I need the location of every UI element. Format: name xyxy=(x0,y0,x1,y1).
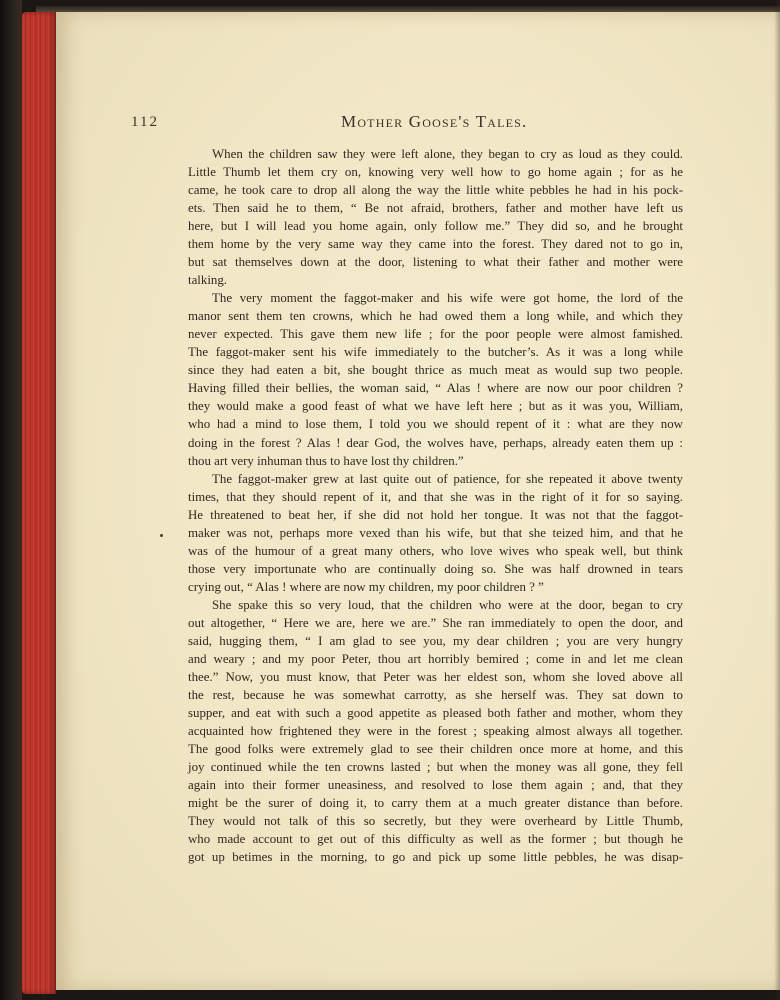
text-line: The faggot-maker sent his wife immediately to the butcher’s. As it was a long while xyxy=(188,345,683,360)
text-line: might be the surer of doing it, to carry them at a much greater distance than before. xyxy=(188,796,683,811)
text-line: thou art very inhuman thus to have lost thy children.” xyxy=(188,453,464,468)
text-line: who had a mind to lose them, I told you we should repent of it : what are they now xyxy=(188,417,683,432)
text-line: who made account to get out of this difficulty as well as the former ; but though he xyxy=(188,832,683,847)
text-line: The good folks were extremely glad to see their children once more at home, and this xyxy=(188,742,683,757)
text-line: came, he took care to drop all along the way the little white pebbles he had in his pock- xyxy=(188,183,683,198)
text-line: joy continued while the ten crowns lasted ; but when the money was all gone, they fell xyxy=(188,760,683,775)
body-text xyxy=(188,145,683,866)
text-line: but sat themselves down at the door, listening to what their father and mother were xyxy=(188,255,683,270)
text-line: talking. xyxy=(188,273,228,288)
text-line: out altogether, “ Here we are, here we are.” She ran immediately to open the door, and xyxy=(188,615,683,630)
text-line: they would make a good feast of what we have left here ; but as it was you, William, xyxy=(188,399,683,414)
page-speck xyxy=(160,534,163,537)
text-line: those very importunate who are continually doing so. She was half drowned in tears xyxy=(188,561,683,576)
text-line: The faggot-maker grew at last quite out of patience, for she repeated it above twenty xyxy=(212,471,683,486)
text-line: When the children saw they were left alone, they began to cry as loud as they could. xyxy=(212,147,683,161)
text-line: supper, and eat with such a good appetite as pleased both father and mother, whom they xyxy=(188,705,683,720)
text-line: here, but I will lead you home again, only follow me.” They did so, and he brought xyxy=(188,219,683,234)
text-line: thee.” Now, you must know, that Peter was her eldest son, whom she loved above all xyxy=(188,669,683,684)
text-line: ets. Then said he to them, “ Be not afraid, brothers, father and mother have left us xyxy=(188,201,683,216)
page-number: 112 xyxy=(131,114,159,130)
text-line: since they had eaten a bit, she bought thrice as much meat as would sup two people. xyxy=(188,363,683,378)
text-line: The very moment the faggot-maker and his wife were got home, the lord of the xyxy=(212,291,683,306)
page-edges xyxy=(22,12,56,994)
running-title: Mother Goose's Tales. xyxy=(341,112,528,131)
text-line: the rest, because he was somewhat carrotty, as she herself was. They sat down to xyxy=(188,687,683,702)
text-line: said, hugging them, “ I am glad to see you, my dear children ; you are very hungry xyxy=(188,633,683,648)
text-line: crying out, “ Alas ! where are now my children, my poor children ? ” xyxy=(188,579,544,594)
text-line: Having filled their bellies, the woman said, “ Alas ! where are now our poor children ? xyxy=(188,381,683,396)
page-header xyxy=(131,112,651,136)
text-line: again into their former uneasiness, and resolved to lose them again ; and, that they xyxy=(188,778,683,793)
text-line: maker was not, perhaps more vexed than his wife, but that she teized him, and that he xyxy=(188,525,683,540)
text-line: Little Thumb let them cry on, knowing very well how to go home again ; for as he xyxy=(188,165,683,180)
text-line: and weary ; and my poor Peter, thou art horribly bemired ; come in and let me clean xyxy=(188,651,683,666)
text-line: acquainted how frightened they were in the forest ; speaking almost always all together. xyxy=(188,724,683,738)
text-line: times, that they should repent of it, and that she was in the right of it for so saying. xyxy=(188,489,683,504)
text-line: They would not talk of this so secretly, but they were overheard by Little Thumb, xyxy=(188,814,683,829)
text-line: them home by the very same way they came into the forest. They dared not to go in, xyxy=(188,237,683,252)
text-line: never expected. This gave them new life ; for the poor people were almost famished. xyxy=(188,327,683,342)
text-line: manor sent them ten crowns, which he had owed them a long while, and which they xyxy=(188,309,683,324)
text-line: got up betimes in the morning, to go and pick up some little pebbles, he was disap- xyxy=(188,850,683,865)
text-line: He threatened to beat her, if she did not hold her tongue. It was not that the faggot- xyxy=(188,507,683,522)
text-line: was of the humour of a great many others, who love wives who speak well, but think xyxy=(188,543,683,558)
text-line: doing in the forest ? Alas ! dear God, the wolves have, perhaps, already eaten them up : xyxy=(188,435,683,450)
book-spine xyxy=(0,0,22,1000)
text-line: She spake this so very loud, that the children who were at the door, began to cry xyxy=(212,597,683,612)
right-shadow xyxy=(774,0,780,1000)
